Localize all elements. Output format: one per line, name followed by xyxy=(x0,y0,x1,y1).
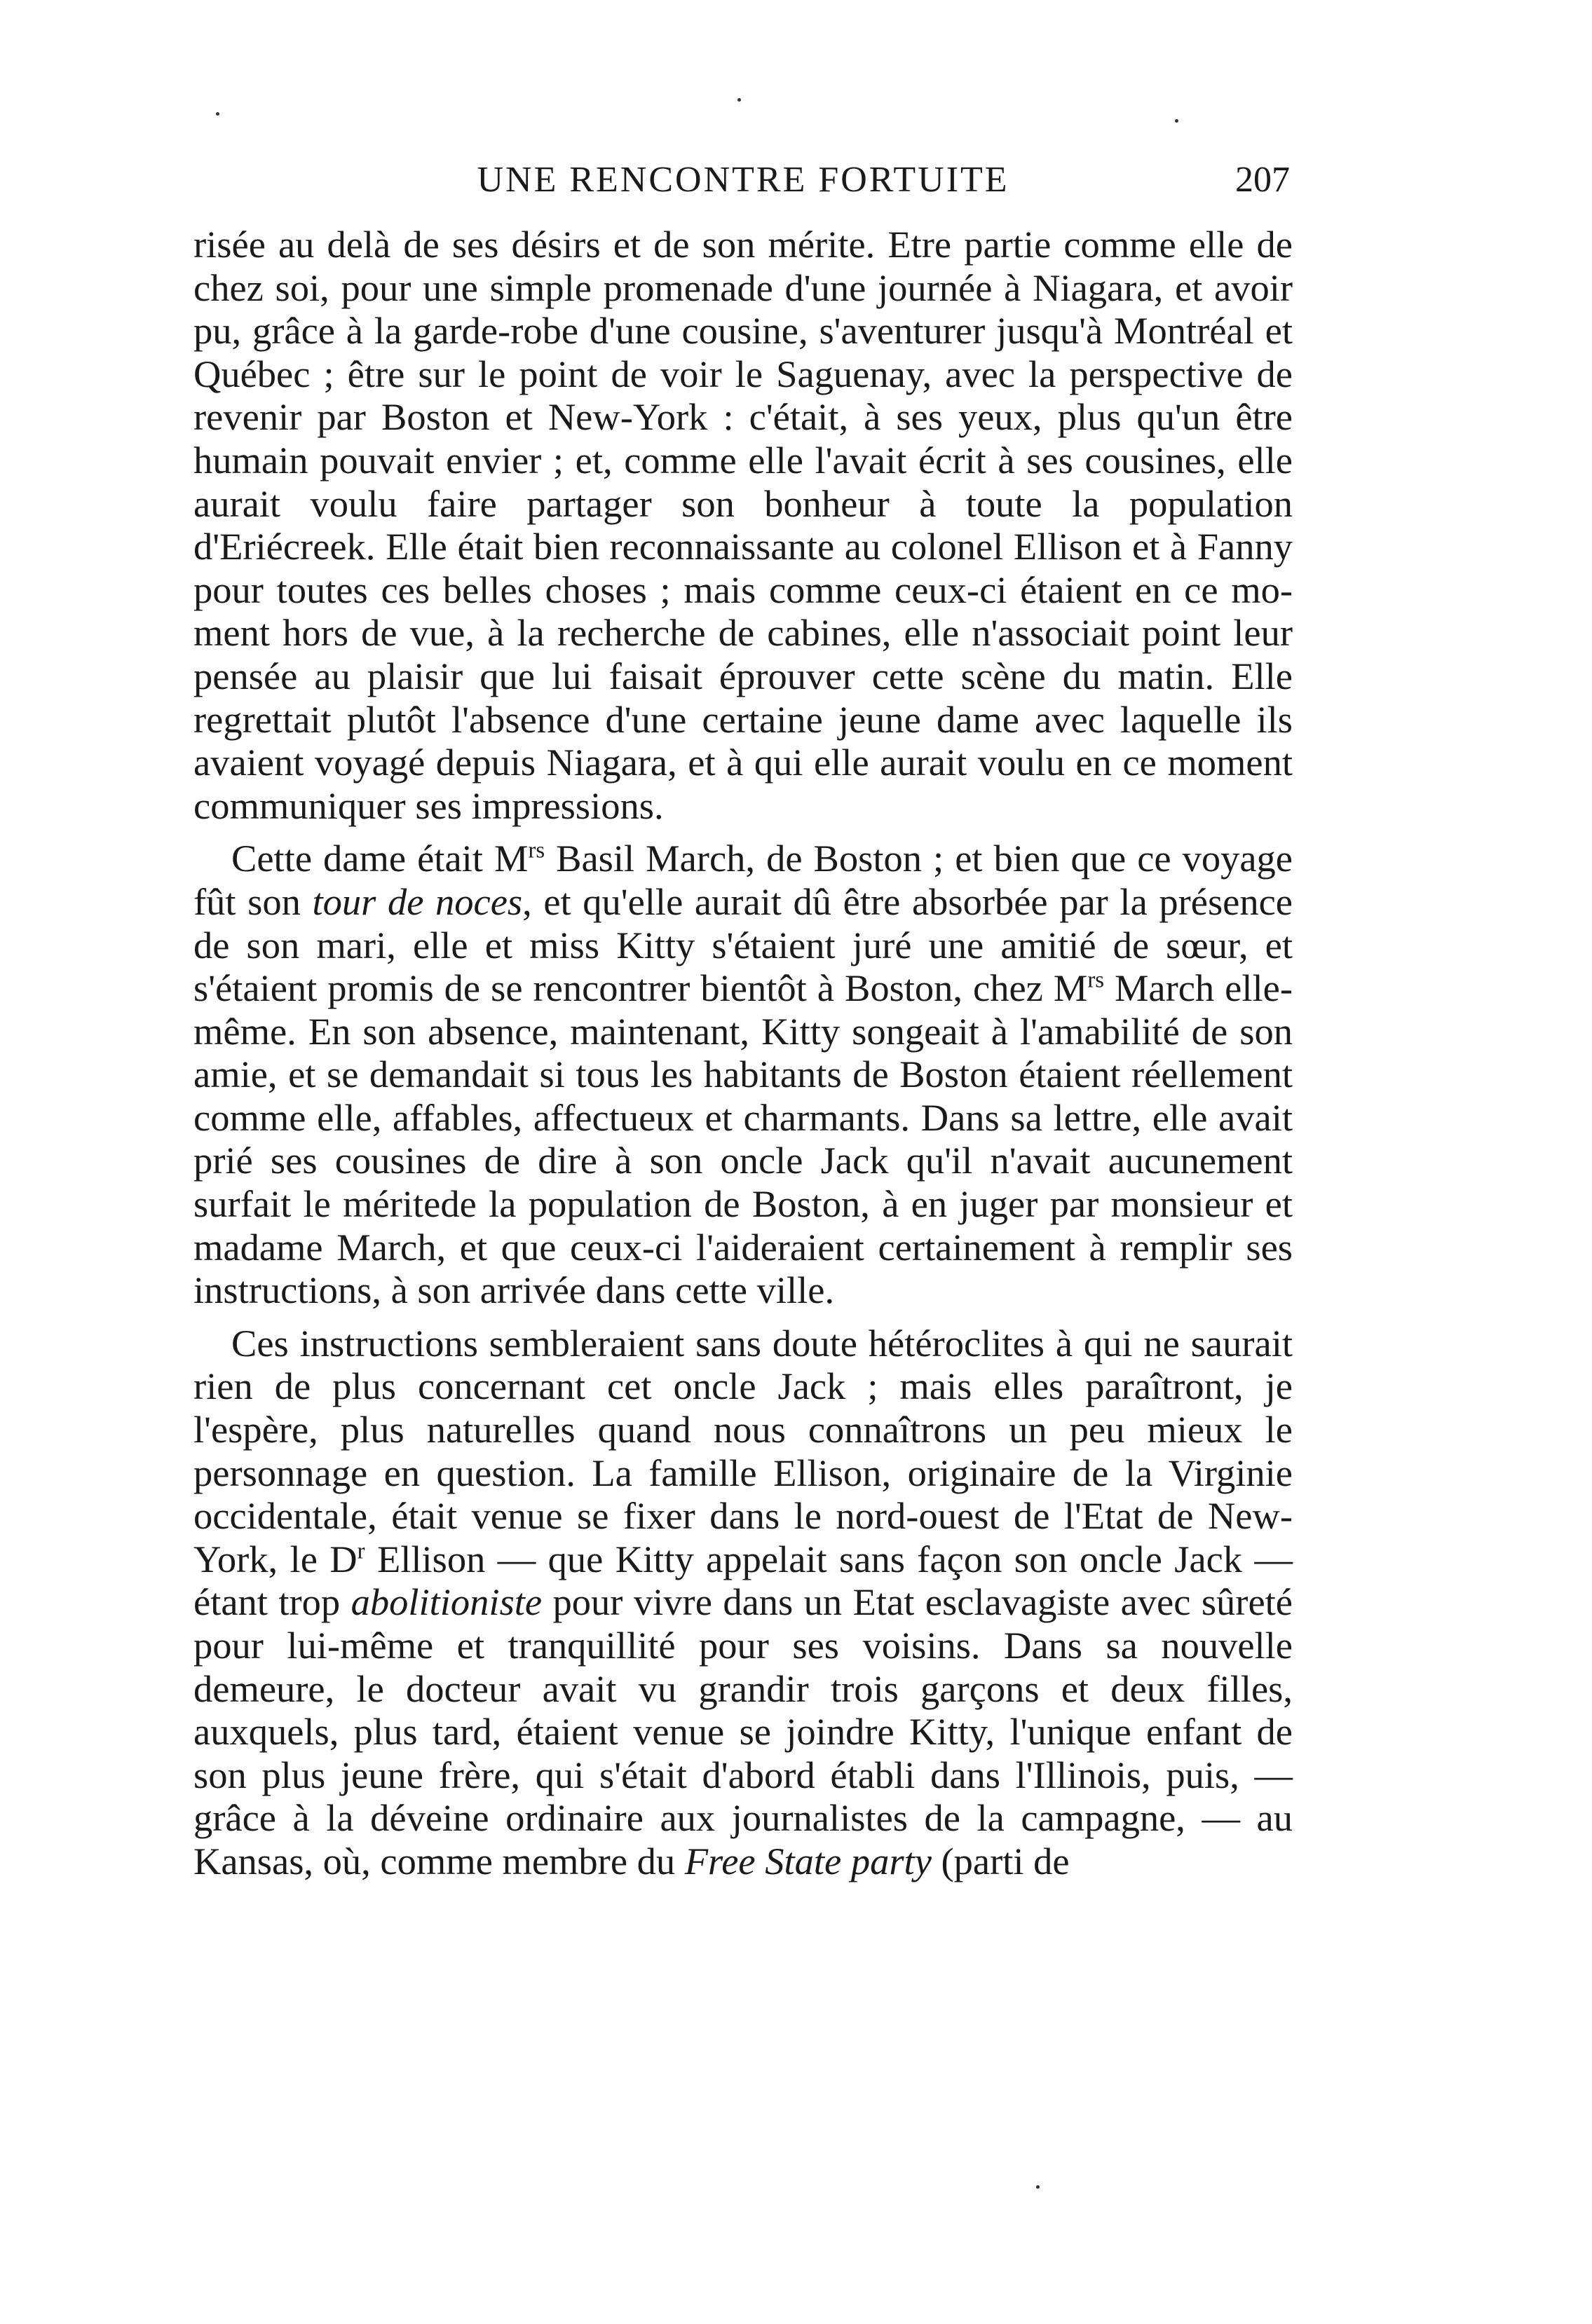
paragraph-3: Ces instructions sembleraient sans doute hétéroclites à qui ne saurait rien de plus concernant cet oncle Jack ; mais elles paraîtront, je l'espère, plus naturelles quand nous connaîtrons un peu mieux le personnage en question. La famille Ellison, originaire de la Virginie occidentale, était venue se fixer dans le nord-ouest de l'Etat de New-York, le $D^r$ Ellison — que Kitty appelait sans façon son oncle Jack — étant trop abolitioniste pour vivre dans un Etat esclavagiste avec sûreté pour lui-même et tranquillité pour ses voisins. Dans sa nouvelle demeure, le docteur avait vu grandir trois garçons et deux filles, auxquels, plus tard, étaient venue se joindre Kitty, l'unique enfant de son plus jeune frère, qui s'était d'abord établi dans l'Illinois, puis, — grâce à la déveine ordinaire aux journalistes de la campagne, — au Kansas, où, comme membre du Free State party (parti de xyxy=(193,1321,1293,1882)
page-header xyxy=(196,156,1290,205)
paragraph-2: Cette dame était $M^{rs}$ Basil March, de Boston ; et bien que ce voyage fût son tour de noces, et qu'elle aurait dû être absorbée par la présence de son mari, elle et miss Kitty s'étaient juré une amitié de sœur, et s'étaient promis de se rencontrer bientôt à Boston, chez $M^{rs}$ March elle-même. En son absence, maintenant, Kitty songeait à l'amabilité de son amie, et se demandait si tous les habitants de Boston étaient réellement comme elle, affables, affectueux et charmants. Dans sa lettre, elle avait prié ses cousines de dire à son oncle Jack qu'il n'avait aucunement surfait le méritede la population de Boston, à en juger par monsieur et madame March, et que ceux-ci l'aideraient certainement à remplir ses instructions, à son arrivée dans cette ville. xyxy=(193,837,1293,1312)
page-number: 207 xyxy=(1235,160,1290,200)
body-text xyxy=(193,223,1293,1883)
superscript-abbrev: r xyxy=(357,1538,365,1564)
running-head: UNE RENCONTRE FORTUITE xyxy=(477,160,1009,200)
italic-phrase: Free State party xyxy=(684,1839,932,1882)
print-speck xyxy=(1036,2185,1040,2189)
paragraph-1: risée au delà de ses désirs et de son mérite. Etre partie comme elle de chez soi, pour une simple promenade d'une journée à Niagara, et avoir pu, grâce à la garde-robe d'une cousine, s'aventurer jusqu'à Montréal et Québec ; être sur le point de voir le Saguenay, avec la perspective de revenir par Boston et New-York : c'était, à ses yeux, plus qu'un être humain pouvait envier ; et, comme elle l'avait écrit à ses cousines, elle aurait voulu faire partager son bonheur à toute la population d'Eriécreek. Elle était bien reconnaissante au colonel Ellison et à Fanny pour toutes ces belles choses ; mais comme ceux-ci étaient en ce mo-ment hors de vue, à la recherche de cabines, elle n'associait point leur pensée au plaisir que lui faisait éprouver cette scène du matin. Elle regrettait plutôt l'absence d'une certaine jeune dame avec laquelle ils avaient voyagé depuis Niagara, et à qui elle aurait voulu en ce moment communiquer ses impressions. xyxy=(193,223,1293,827)
italic-phrase: abolitioniste xyxy=(351,1580,543,1624)
print-speck xyxy=(216,112,219,116)
print-speck xyxy=(1175,119,1178,123)
superscript-abbrev: rs xyxy=(1087,967,1104,993)
superscript-abbrev: rs xyxy=(528,838,545,863)
print-speck xyxy=(737,98,741,102)
italic-phrase: tour de noces xyxy=(312,880,523,923)
